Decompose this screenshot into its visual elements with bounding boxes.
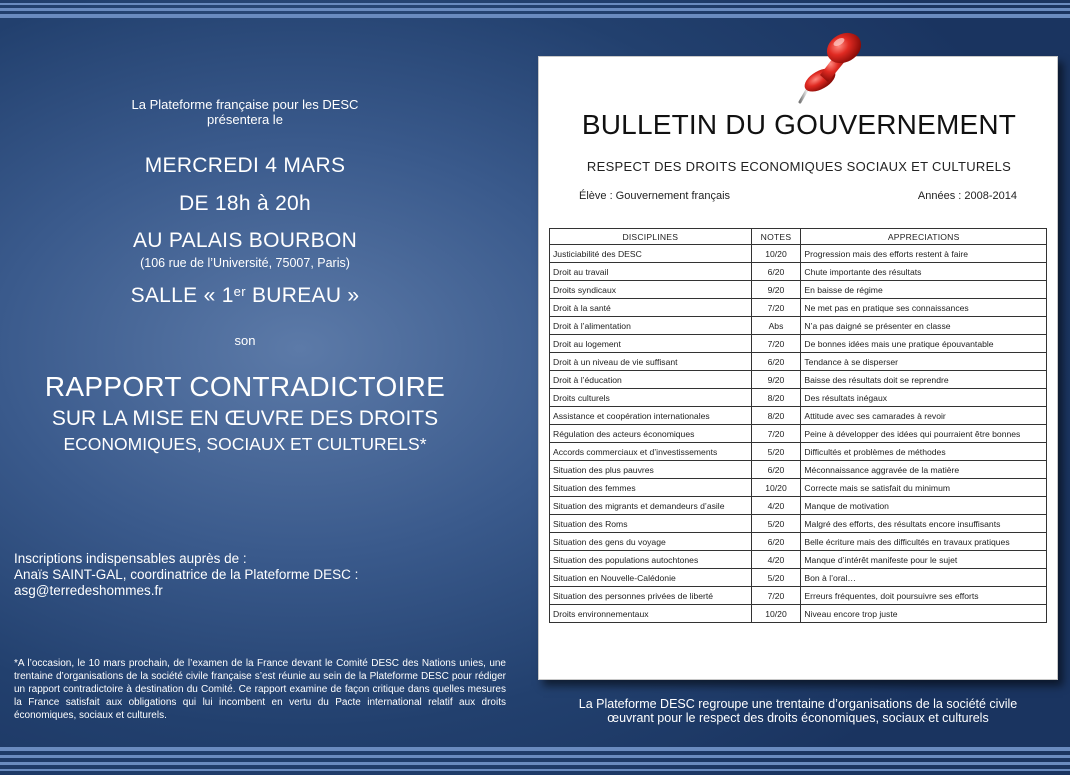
appreciation-cell: Chute importante des résultats	[801, 263, 1047, 281]
appreciation-cell: De bonnes idées mais une pratique épouvantable	[801, 335, 1047, 353]
discipline-cell: Droits environnementaux	[550, 605, 752, 623]
discipline-cell: Régulation des acteurs économiques	[550, 425, 752, 443]
note-cell: 7/20	[751, 425, 801, 443]
table-row	[550, 263, 1047, 281]
grades-table	[549, 228, 1047, 623]
note-cell: 6/20	[751, 353, 801, 371]
contact-email[interactable]: asg@terredeshommes.fr	[14, 583, 163, 598]
table-row	[550, 533, 1047, 551]
table-row	[550, 371, 1047, 389]
appreciation-cell: Manque d’intérêt manifeste pour le sujet	[801, 551, 1047, 569]
connector-text: son	[234, 333, 256, 348]
discipline-cell: Situation des populations autochtones	[550, 551, 752, 569]
note-cell: 6/20	[751, 263, 801, 281]
appreciation-cell: Tendance à se disperser	[801, 353, 1047, 371]
header-appreciations: APPRECIATIONS	[801, 229, 1047, 245]
push-pin-icon	[790, 20, 870, 110]
note-cell: 9/20	[751, 281, 801, 299]
appreciation-cell: Méconnaissance aggravée de la matière	[801, 461, 1047, 479]
table-row	[550, 461, 1047, 479]
discipline-cell: Droits culturels	[550, 389, 752, 407]
bulletin-years: Années : 2008-2014	[917, 190, 1017, 202]
appreciation-cell: En baisse de régime	[801, 281, 1047, 299]
appreciation-cell: N’a pas daigné se présenter en classe	[801, 317, 1047, 335]
bulletin-title: BULLETIN DU GOUVERNEMENT	[581, 109, 1017, 140]
report-title: RAPPORT CONTRADICTOIRE	[44, 371, 446, 402]
event-place: AU PALAIS BOURBON	[132, 229, 358, 252]
table-row	[550, 407, 1047, 425]
discipline-cell: Justiciabilité des DESC	[550, 245, 752, 263]
appreciation-cell: Baisse des résultats doit se reprendre	[801, 371, 1047, 389]
note-cell: 5/20	[751, 443, 801, 461]
appreciation-cell: Erreurs fréquentes, doit poursuivre ses efforts	[801, 587, 1047, 605]
intro	[0, 97, 490, 127]
discipline-cell: Droit à l’éducation	[550, 371, 752, 389]
note-cell: 6/20	[751, 533, 801, 551]
discipline-cell: Situation des femmes	[550, 479, 752, 497]
discipline-cell: Situation des personnes privées de liberté	[550, 587, 752, 605]
report-subtitle-1: SUR LA MISE EN ŒUVRE DES DROITS	[51, 407, 439, 430]
inscriptions-line-1: Inscriptions indispensables auprès de :	[14, 551, 247, 566]
bulletin-paper	[538, 56, 1058, 680]
discipline-cell: Situation des plus pauvres	[550, 461, 752, 479]
header-notes: NOTES	[751, 229, 801, 245]
intro-line-1: La Plateforme française pour les DESC	[131, 97, 359, 112]
note-cell: 8/20	[751, 407, 801, 425]
discipline-cell: Situation des Roms	[550, 515, 752, 533]
intro-line-2: présentera le	[207, 112, 283, 127]
table-row	[550, 389, 1047, 407]
discipline-cell: Situation des migrants et demandeurs d’asile	[550, 497, 752, 515]
network-description	[548, 697, 1048, 725]
note-cell: 6/20	[751, 461, 801, 479]
appreciation-cell: Correcte mais se satisfait du minimum	[801, 479, 1047, 497]
note-cell: 7/20	[751, 587, 801, 605]
table-row	[550, 353, 1047, 371]
footnote: *A l’occasion, le 10 mars prochain, de l’examen de la France devant le Comité DESC des Nations unies, une trentaine d’organisations de la société civile française s’est réunie au sein de la Plateforme DESC pour rédiger un rapport contradictoire à destination du Comité. Ce rapport examine de façon critique dans quelles mesures la France satisfait aux obligations qui lui incombent en vertu du Pacte international relatif aux droits économiques, sociaux et culturels.	[14, 658, 506, 721]
note-cell: 4/20	[751, 497, 801, 515]
event-time: DE 18h à 20h	[178, 192, 312, 215]
appreciation-cell: Difficultés et problèmes de méthodes	[801, 443, 1047, 461]
event-room	[0, 284, 490, 308]
table-row	[550, 443, 1047, 461]
table-row	[550, 551, 1047, 569]
table-row	[550, 335, 1047, 353]
table-row	[550, 515, 1047, 533]
bulletin-student: Élève : Gouvernement français	[579, 190, 731, 202]
appreciation-cell: Malgré des efforts, des résultats encore insuffisants	[801, 515, 1047, 533]
event-address: (106 rue de l’Université, 75007, Paris)	[140, 256, 350, 270]
table-row	[550, 587, 1047, 605]
note-cell: 7/20	[751, 299, 801, 317]
discipline-cell: Droit à un niveau de vie suffisant	[550, 353, 752, 371]
appreciation-cell: Peine à développer des idées qui pourraient être bonnes	[801, 425, 1047, 443]
appreciation-cell: Belle écriture mais des difficultés en travaux pratiques	[801, 533, 1047, 551]
table-row	[550, 425, 1047, 443]
appreciation-cell: Ne met pas en pratique ses connaissances	[801, 299, 1047, 317]
table-header-row	[550, 229, 1047, 245]
appreciation-cell: Bon à l’oral…	[801, 569, 1047, 587]
note-cell: 10/20	[751, 479, 801, 497]
note-cell: 4/20	[751, 551, 801, 569]
discipline-cell: Situation en Nouvelle-Calédonie	[550, 569, 752, 587]
note-cell: 5/20	[751, 569, 801, 587]
note-cell: Abs	[751, 317, 801, 335]
table-row	[550, 569, 1047, 587]
bulletin-subtitle: RESPECT DES DROITS ECONOMIQUES SOCIAUX ET CULTURELS	[586, 159, 1012, 174]
discipline-cell: Accords commerciaux et d’investissements	[550, 443, 752, 461]
appreciation-cell: Niveau encore trop juste	[801, 605, 1047, 623]
table-row	[550, 317, 1047, 335]
appreciation-cell: Attitude avec ses camarades à revoir	[801, 407, 1047, 425]
discipline-cell: Droit à la santé	[550, 299, 752, 317]
room-superscript: er	[233, 284, 246, 299]
event-date: MERCREDI 4 MARS	[144, 154, 346, 177]
room-suffix: BUREAU »	[245, 284, 360, 307]
table-row	[550, 299, 1047, 317]
discipline-cell: Droit au travail	[550, 263, 752, 281]
discipline-cell: Droit au logement	[550, 335, 752, 353]
appreciation-cell: Progression mais des efforts restent à faire	[801, 245, 1047, 263]
discipline-cell: Situation des gens du voyage	[550, 533, 752, 551]
table-row	[550, 479, 1047, 497]
discipline-cell: Assistance et coopération internationales	[550, 407, 752, 425]
note-cell: 10/20	[751, 605, 801, 623]
note-cell: 7/20	[751, 335, 801, 353]
note-cell: 9/20	[751, 371, 801, 389]
table-row	[550, 245, 1047, 263]
appreciation-cell: Manque de motivation	[801, 497, 1047, 515]
discipline-cell: Droits syndicaux	[550, 281, 752, 299]
table-row	[550, 497, 1047, 515]
room-prefix: SALLE « 1	[130, 284, 234, 307]
inscriptions-line-2: Anaïs SAINT-GAL, coordinatrice de la Plateforme DESC :	[14, 567, 359, 582]
table-row	[550, 605, 1047, 623]
network-line-1: La Plateforme DESC regroupe une trentaine d’organisations de la société civile	[578, 697, 1018, 711]
note-cell: 5/20	[751, 515, 801, 533]
inscriptions	[14, 551, 358, 599]
note-cell: 10/20	[751, 245, 801, 263]
network-line-2: œuvrant pour le respect des droits économiques, sociaux et culturels	[607, 711, 989, 725]
table-row	[550, 281, 1047, 299]
report-subtitle-2: ECONOMIQUES, SOCIAUX ET CULTURELS*	[63, 434, 427, 454]
appreciation-cell: Des résultats inégaux	[801, 389, 1047, 407]
note-cell: 8/20	[751, 389, 801, 407]
header-disciplines: DISCIPLINES	[550, 229, 752, 245]
discipline-cell: Droit à l’alimentation	[550, 317, 752, 335]
